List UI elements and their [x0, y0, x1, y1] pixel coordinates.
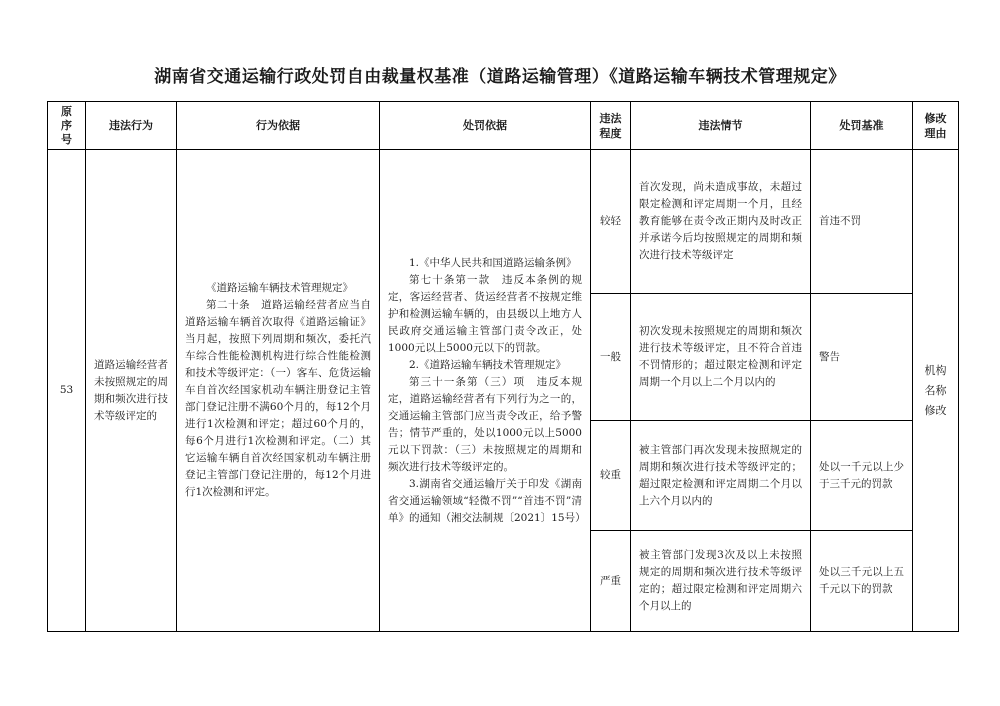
penalty-basis-2-text: 第三十一条第（三）项 违反本规定，道路运输经营者有下列行为之一的，交通运输主管部门应当责令改正，给予警告；情节严重的，处以1000元以上5000元以下罚款：（三）未按照规定的周期和频次进行技术等级评定的。: [388, 375, 582, 473]
basis-text: 第二十条 道路运输经营者应当自道路运输车辆首次取得《道路运输证》当月起，按照下列周期和频次，委托汽车综合性能检测机构进行综合性能检测和技术等级评定：（一）客车、危货运输车自首次经国家机动车辆注册登记主管部门登记注册不满60个月的，每12个月进行1次检测和评定；超过60个月的，每6个月进行1次检测和评定。（二）其它运输车辆自首次经国家机动车辆注册登记主管部门登记注册的，每12个月进行1次检测和评定。: [185, 299, 371, 498]
header-modify-reason: 修改理由: [913, 102, 959, 150]
header-basis: 行为依据: [177, 102, 380, 150]
page-title: 湖南省交通运输行政处罚自由裁量权基准（道路运输管理）《道路运输车辆技术管理规定》: [154, 67, 846, 87]
cell-circumstance-2: 初次发现未按照规定的周期和频次进行技术等级评定，且不符合首违不罚情形的；超过限定检测和评定周期一个月以上二个月以内的: [631, 294, 811, 421]
penalty-basis-3-text: 3.湖南省交通运输厅关于印发《湖南省交通运输领域“轻微不罚”“首违不罚”清单》的通知（湘交法制规〔2021〕15号）: [388, 477, 586, 524]
header-penalty-basis: 处罚依据: [380, 102, 591, 150]
header-seq: 原序号: [48, 102, 86, 150]
cell-standard-1: 首违不罚: [811, 150, 913, 294]
header-standard: 处罚基准: [811, 102, 913, 150]
penalty-basis-1-text: 第七十条第一款 违反本条例的规定，客运经营者、货运经营者不按规定维护和检测运输车辆的，由县级以上地方人民政府交通运输主管部门责令改正，处1000元以上5000元以下的罚款。: [388, 273, 582, 354]
header-violation: 违法行为: [86, 102, 177, 150]
cell-basis: [177, 150, 380, 632]
cell-seq: 53: [48, 150, 86, 632]
cell-penalty-basis: [380, 150, 591, 632]
penalty-standard-table: [47, 101, 959, 632]
cell-degree-2: 一般: [591, 294, 631, 421]
cell-circumstance-4: 被主管部门发现3次及以上未按照规定的周期和频次进行技术等级评定的；超过限定检测和评定周期六个月以上的: [631, 531, 811, 632]
cell-degree-3: 较重: [591, 421, 631, 531]
cell-standard-2: 警告: [811, 294, 913, 421]
table-row-level-1: [48, 150, 959, 294]
basis-title: 《道路运输车辆技术管理规定》: [206, 282, 353, 294]
penalty-basis-2-head: 2.《道路运输车辆技术管理规定》: [409, 358, 567, 371]
cell-standard-3: 处以一千元以上少于三千元的罚款: [811, 421, 913, 531]
header-degree: 违法程度: [591, 102, 631, 150]
cell-circumstance-1: 首次发现，尚未造成事故，未超过限定检测和评定周期一个月，且经教育能够在责令改正期内及时改正并承诺今后均按照规定的周期和频次进行技术等级评定: [631, 150, 811, 294]
cell-standard-4: 处以三千元以上五千元以下的罚款: [811, 531, 913, 632]
cell-degree-1: 较轻: [591, 150, 631, 294]
cell-circumstance-3: 被主管部门再次发现未按照规定的周期和频次进行技术等级评定的；超过限定检测和评定周期二个月以上六个月以内的: [631, 421, 811, 531]
cell-degree-4: 严重: [591, 531, 631, 632]
cell-modify-reason: 机构名称修改: [913, 150, 959, 632]
penalty-basis-1-head: 1.《中华人民共和国道路运输条例》: [409, 256, 577, 269]
table-header-row: [48, 102, 959, 150]
cell-violation: 道路运输经营者未按照规定的周期和频次进行技术等级评定的: [86, 150, 177, 632]
header-circumstance: 违法情节: [631, 102, 811, 150]
